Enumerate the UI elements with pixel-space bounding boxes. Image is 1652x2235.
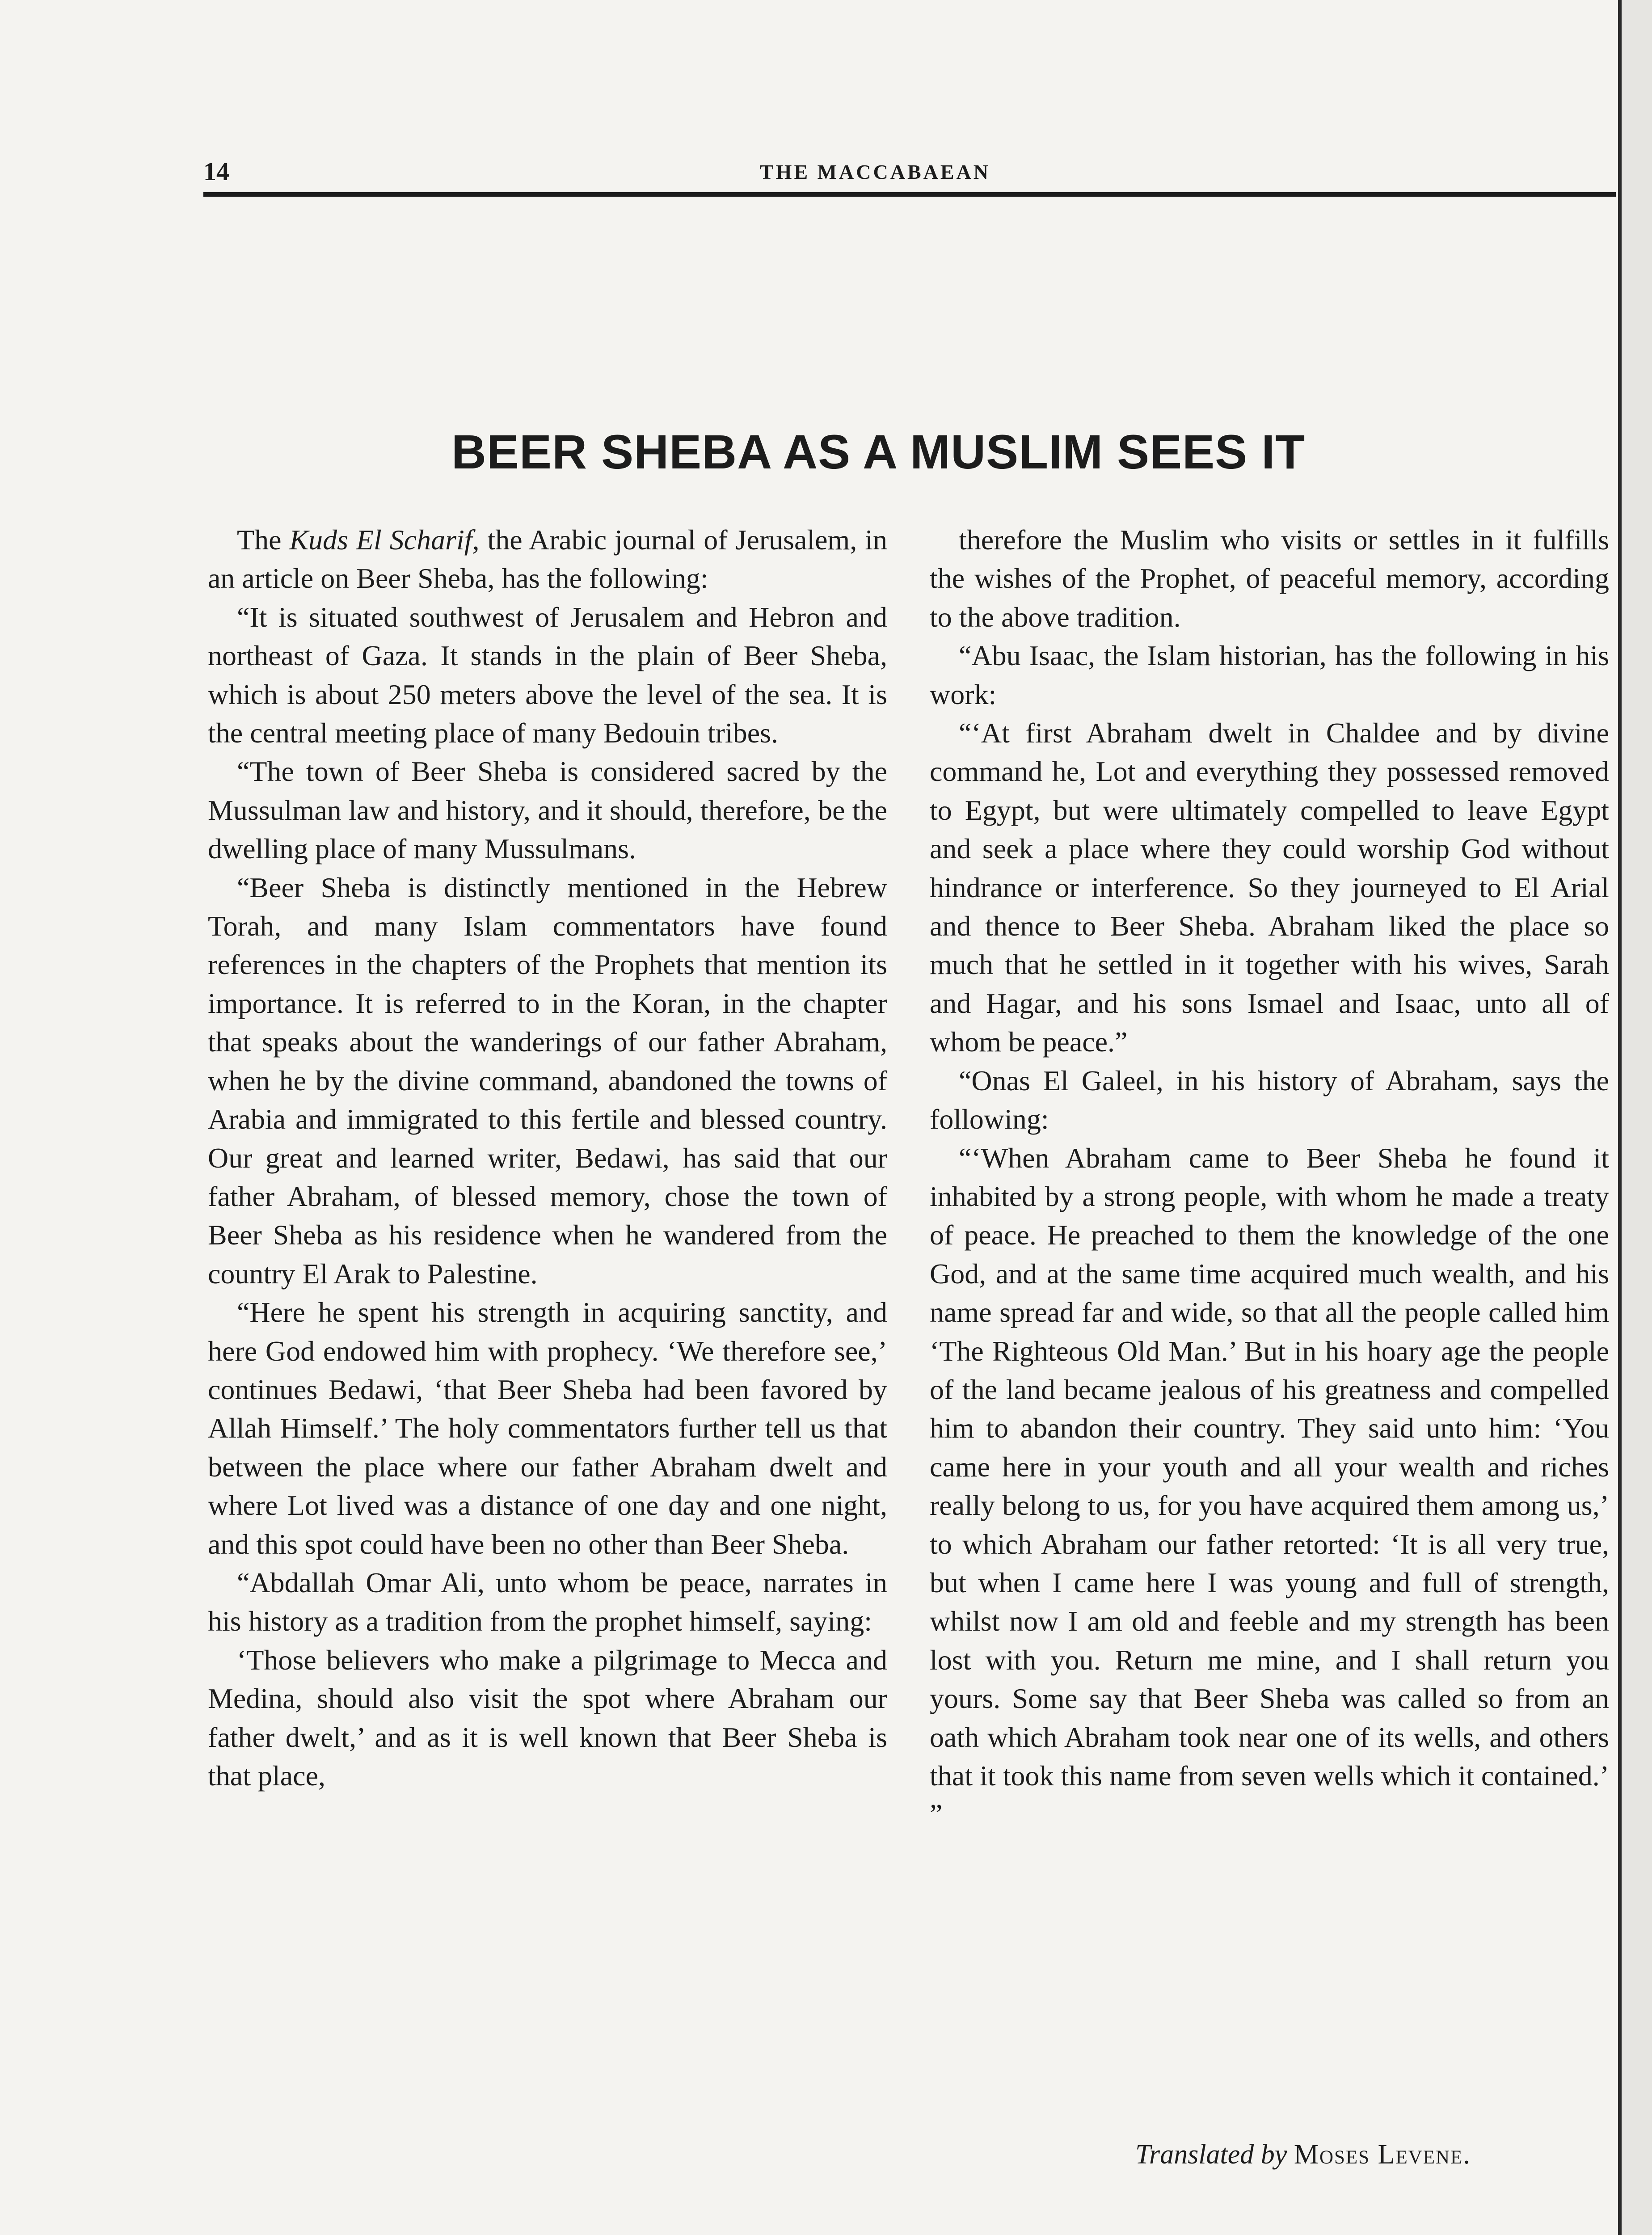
article-title: BEER SHEBA AS A MUSLIM SEES IT [451,425,1306,479]
right-column [930,521,1609,1834]
binding-edge-line [1618,0,1622,2235]
running-title: THE MACCABAEAN [760,160,990,183]
translator-name: Moses Levene. [1294,2139,1471,2170]
translator-credit [1135,2139,1582,2171]
paragraph: ‘Those believers who make a pilgrimage to Mecca and Medina, should also visit the spot where Abraham our father dwelt,’ and as it is well known that Beer Sheba is that place, [208,1644,887,1792]
journal-name: Kuds El Scharif, [289,524,480,556]
paragraph: The Kuds El Scharif, the Arabic journal of Jerusalem, in an article on Beer Sheba, has the following: [208,524,888,595]
paragraph: “The town of Beer Sheba is considered sacred by the Mussulman law and history, and it should, therefore, be the dwelling place of many Mussulmans. [208,755,887,865]
page-number: 14 [203,157,229,186]
paragraph: “Here he spent his strength in acquiring sanctity, and here God endowed him with prophecy. ‘We therefore see,’ continues Bedawi, ‘that Beer Sheba had been favored by Allah Himself.’ The holy commentators further tell us that between the place where our father Abraham dwelt and where Lot lived was a distance of one day and one night, and this spot could have been no other than Beer Sheba. [208,1296,887,1560]
paragraph: “Onas El Galeel, in his history of Abraham, says the following: [930,1064,1609,1135]
paragraph: therefore the Muslim who visits or settles in it fulfills the wishes of the Prophet, of peaceful memory, according to the above tradition. [930,524,1609,633]
paragraph: “Abu Isaac, the Islam historian, has the following in his work: [930,640,1609,710]
paragraph: “Beer Sheba is distinctly mentioned in the Hebrew Torah, and many Islam commentators have found references in the chapters of the Prophets that mention its importance. It is referred to in the Koran, in the chapter that speaks about the wanderings of our father Abraham, when he by the divine command, abandoned the towns of Arabia and immigrated to this fertile and blessed country. Our great and learned writer, Bedawi, has said that our father Abraham, of blessed memory, chose the town of Beer Sheba as his residence when he wandered from the country El Arak to Palestine. [208,871,887,1290]
paragraph: “‘At first Abraham dwelt in Chaldee and by divine command he, Lot and everything they possessed removed to Egypt, but were ultimately compelled to leave Egypt and seek a place where they could worship God without hindrance or interference. So they journeyed to El Arial and thence to Beer Sheba. Abraham liked the place so much that he settled in it together with his wives, Sarah and Hagar, and his sons Ismael and Isaac, unto all of whom be peace.” [930,717,1609,1058]
left-column [208,521,887,1795]
credit-prefix: Translated by [1135,2139,1287,2170]
paragraph-text: the Arabic journal of Jerusalem, in an article on Beer Sheba, has the following: [208,524,888,595]
header-rule [203,192,1616,197]
paragraph: “‘When Abraham came to Beer Sheba he found it inhabited by a strong people, with whom he made a treaty of peace. He preached to them the knowledge of the one God, and at the same time acquired much wealth, and his name spread far and wide, so that all the people called him ‘The Righteous Old Man.’ But in his hoary age the people of the land became jealous of his greatness and compelled him to abandon their country. They said unto him: ‘You came here in your youth and all your wealth and riches really belong to us, for you have acquired them among us,’ to which Abraham our father retorted: ‘It is all very true, but when I came here I was young and full of strength, whilst now I am old and feeble and my strength has been lost with you. Return me mine, and I shall return you yours. Some say that Beer Sheba was called so from an oath which Abraham took near one of its wells, and others that it took this name from seven wells which it contained.’ ” [930,1142,1609,1830]
adjacent-page-edge [1622,0,1652,2235]
paragraph: “It is situated southwest of Jerusalem and Hebron and northeast of Gaza. It stands in the plain of Beer Sheba, which is about 250 meters above the level of the sea. It is the central meeting place of many Bedouin tribes. [208,601,887,749]
paragraph: “Abdallah Omar Ali, unto whom be peace, narrates in his history as a tradition from the prophet himself, saying: [208,1566,887,1637]
